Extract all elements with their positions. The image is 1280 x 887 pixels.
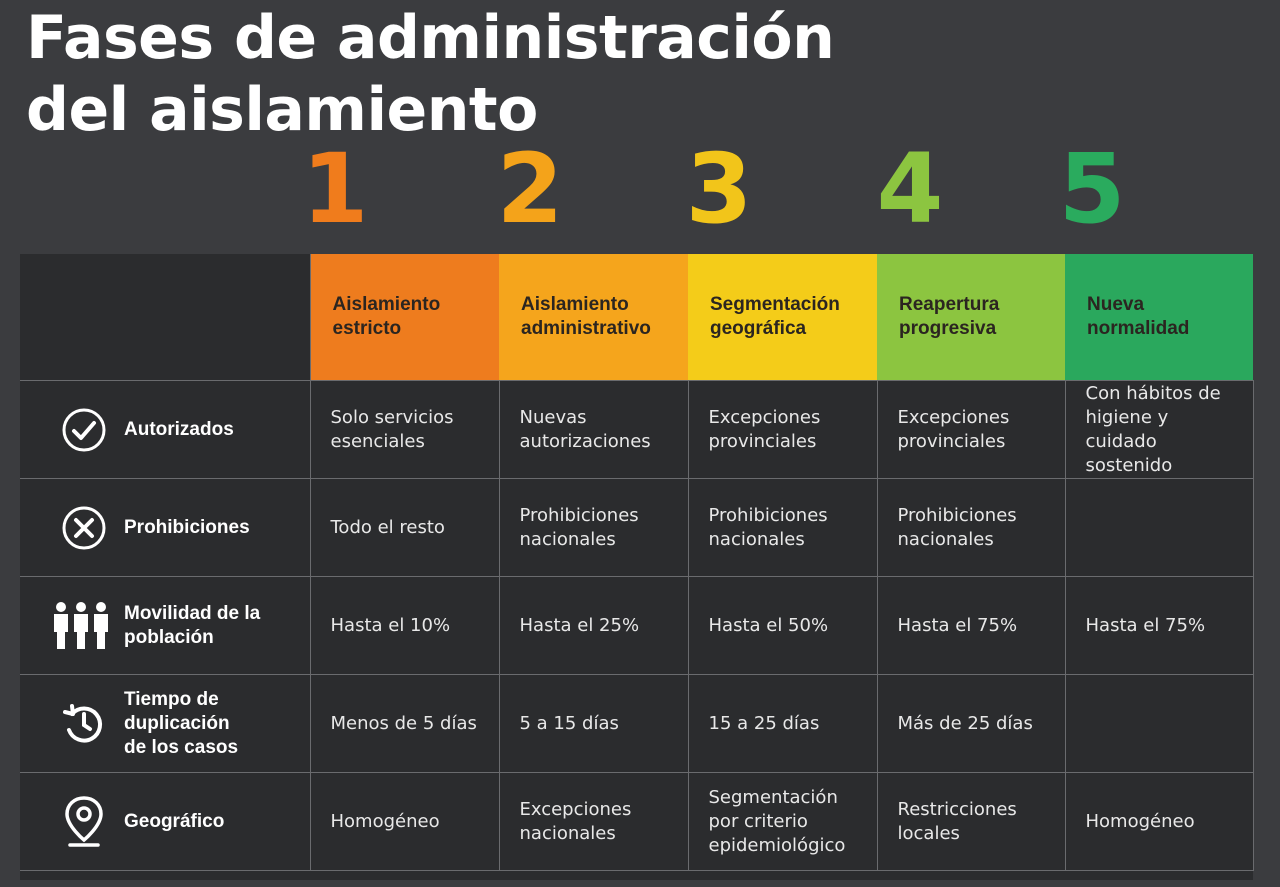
phase-number-4: 4 (876, 133, 944, 245)
table-cell: Con hábitos de higiene y cuidado sostenido (1065, 381, 1253, 479)
row-label: Movilidad de la población (124, 602, 261, 648)
phase-number-5: 5 (1058, 133, 1126, 245)
page-title-line-1: Fases de administración (26, 3, 835, 73)
phase-header-2: Aislamiento administrativo (499, 254, 688, 381)
table-cell: Prohibiciones nacionales (877, 479, 1065, 577)
people-icon (44, 601, 118, 651)
table-cell: Homogéneo (1065, 773, 1253, 871)
phase-number-1: 1 (301, 133, 369, 245)
phase-numbers (0, 134, 1280, 244)
table-header-row (20, 254, 1253, 381)
table-cell: Todo el resto (310, 479, 499, 577)
table-cell: 15 a 25 días (688, 675, 877, 773)
table-cell (1065, 675, 1253, 773)
phase-number-3: 3 (685, 133, 753, 245)
table-cell: Hasta el 75% (1065, 577, 1253, 675)
table-cell: Solo servicios esenciales (310, 381, 499, 479)
table-row-movilidad (20, 577, 1253, 675)
clock-rotate-icon (50, 700, 118, 748)
table-row-autorizados (20, 381, 1253, 479)
table-cell: Hasta el 25% (499, 577, 688, 675)
table-cell: Menos de 5 días (310, 675, 499, 773)
table-cell: Excepciones nacionales (499, 773, 688, 871)
row-label: Autorizados (124, 418, 234, 440)
table-row-prohibiciones (20, 479, 1253, 577)
table-cell: Segmentación por criterio epidemiológico (688, 773, 877, 871)
map-pin-icon (50, 795, 118, 849)
row-label-cell (20, 675, 310, 773)
phase-header-5: Nueva normalidad (1065, 254, 1253, 381)
phases-table (20, 254, 1253, 880)
table-cell: Más de 25 días (877, 675, 1065, 773)
phase-header-4: Reapertura progresiva (877, 254, 1065, 381)
row-label-cell (20, 479, 310, 577)
table-cell: Excepciones provinciales (877, 381, 1065, 479)
table-cell: Restricciones locales (877, 773, 1065, 871)
row-label: Prohibiciones (124, 516, 250, 538)
table-cell: 5 a 15 días (499, 675, 688, 773)
header-blank-cell (20, 254, 310, 381)
row-label-cell (20, 773, 310, 871)
row-label: Tiempo de duplicación de los casos (124, 688, 239, 758)
page-title (26, 2, 834, 146)
table-cell: Homogéneo (310, 773, 499, 871)
table-row-tiempo-duplicacion (20, 675, 1253, 773)
table-cell: Prohibiciones nacionales (499, 479, 688, 577)
page-title-line-2: del aislamiento (26, 75, 538, 145)
phase-header-3: Segmentación geográfica (688, 254, 877, 381)
table-row-geografico (20, 773, 1253, 871)
table-cell: Nuevas autorizaciones (499, 381, 688, 479)
table-cell: Prohibiciones nacionales (688, 479, 877, 577)
phase-header-1: Aislamiento estricto (310, 254, 499, 381)
table-cell: Hasta el 50% (688, 577, 877, 675)
table-cell (1065, 479, 1253, 577)
check-circle-icon (50, 406, 118, 454)
x-circle-icon (50, 504, 118, 552)
table-cell: Hasta el 75% (877, 577, 1065, 675)
row-label-cell (20, 381, 310, 479)
row-label: Geográfico (124, 810, 225, 832)
phase-number-2: 2 (496, 133, 564, 245)
row-label-cell (20, 577, 310, 675)
table-cell: Excepciones provinciales (688, 381, 877, 479)
table-cell: Hasta el 10% (310, 577, 499, 675)
